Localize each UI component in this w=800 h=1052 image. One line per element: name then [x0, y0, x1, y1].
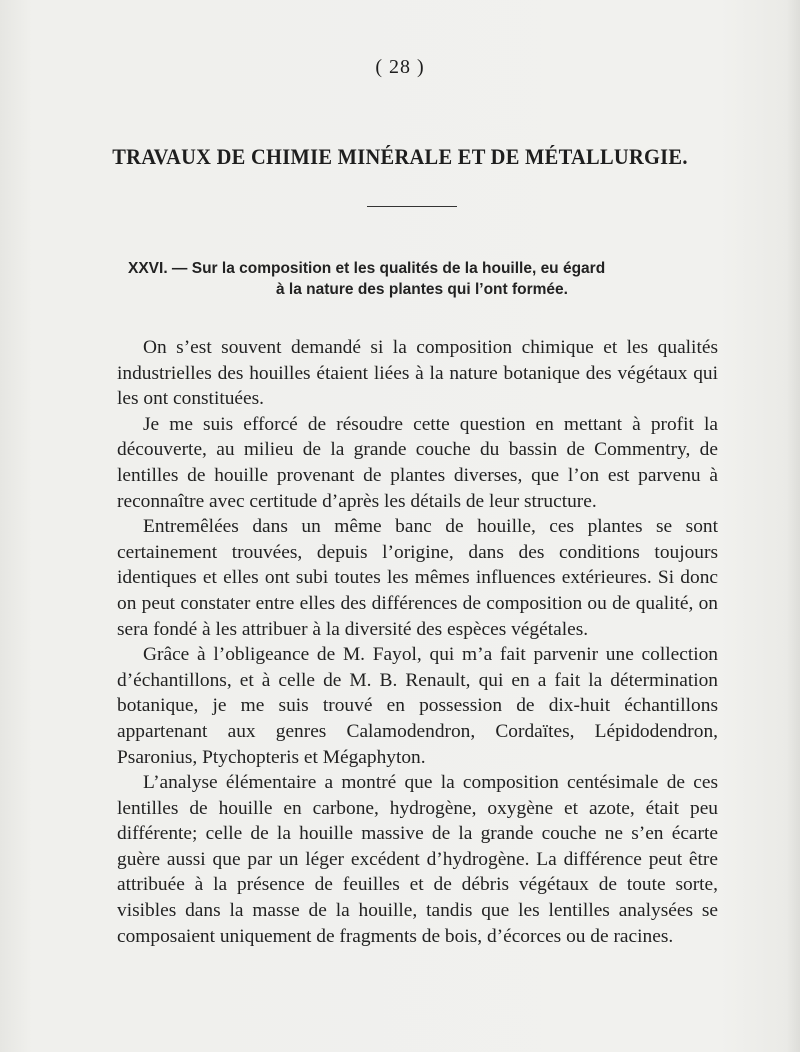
page-number: ( 28 ) [375, 56, 425, 78]
paragraph-5: L’analyse élémentaire a montré que la composition centésimale de ces lentilles de houille en carbone, hydrogène, oxygène et azote, était peu différente; celle de la houille massive de la grande couche ne s’en écarte guère aussi que par un léger excédent d’hydrogène. La différence peut être attribuée à la présence de feuilles et de débris végétaux de toute sorte, visibles dans la masse de la houille, tandis que les lentilles analysées se composaient uniquement de fragments de bois, d’écorces ou de racines. [117, 772, 718, 947]
paragraph-1: On s’est souvent demandé si la composition chimique et les qualités industrielles des houilles étaient liées à la nature botanique des végétaux qui les ont constituées. [117, 337, 718, 410]
paragraph-3: Entremêlées dans un même banc de houille, ces plantes se sont certainement trouvées, depuis l’origine, dans des conditions toujours identiques et elles ont subi toutes les mêmes influences extérieures. Si donc on peut constater entre elles des différences de composition ou de qualité, on sera fondé à les attribuer à la diversité des espèces végétales. [117, 516, 718, 640]
title-divider [367, 206, 457, 207]
article-heading-line-2: à la nature des plantes qui l’ont formée. [276, 281, 568, 298]
paragraph-4: Grâce à l’obligeance de M. Fayol, qui m’a fait parvenir une collection d’échantillons, et à celle de M. B. Renault, qui en a fait la détermination botanique, je me suis trouvé en possession de dix-huit échantillons appartenant aux genres Calamodendron, Cordaïtes, Lépidodendron, Psaronius, Ptychopteris et Mégaphyton. [117, 644, 718, 768]
article-heading [128, 258, 708, 300]
article-body [117, 335, 718, 949]
article-heading-line-1: XXVI. — Sur la composition et les qualités de la houille, eu égard [128, 260, 606, 277]
scan-edge-shadow [786, 0, 800, 1052]
section-title: TRAVAUX DE CHIMIE MINÉRALE ET DE MÉTALLURGIE. [112, 144, 688, 169]
paragraph-2: Je me suis efforcé de résoudre cette question en mettant à profit la découverte, au milieu de la grande couche du bassin de Commentry, de lentilles de houille provenant de plantes diverses, que l’on est parvenu à reconnaître avec certitude d’après les détails de leur structure. [117, 413, 718, 512]
